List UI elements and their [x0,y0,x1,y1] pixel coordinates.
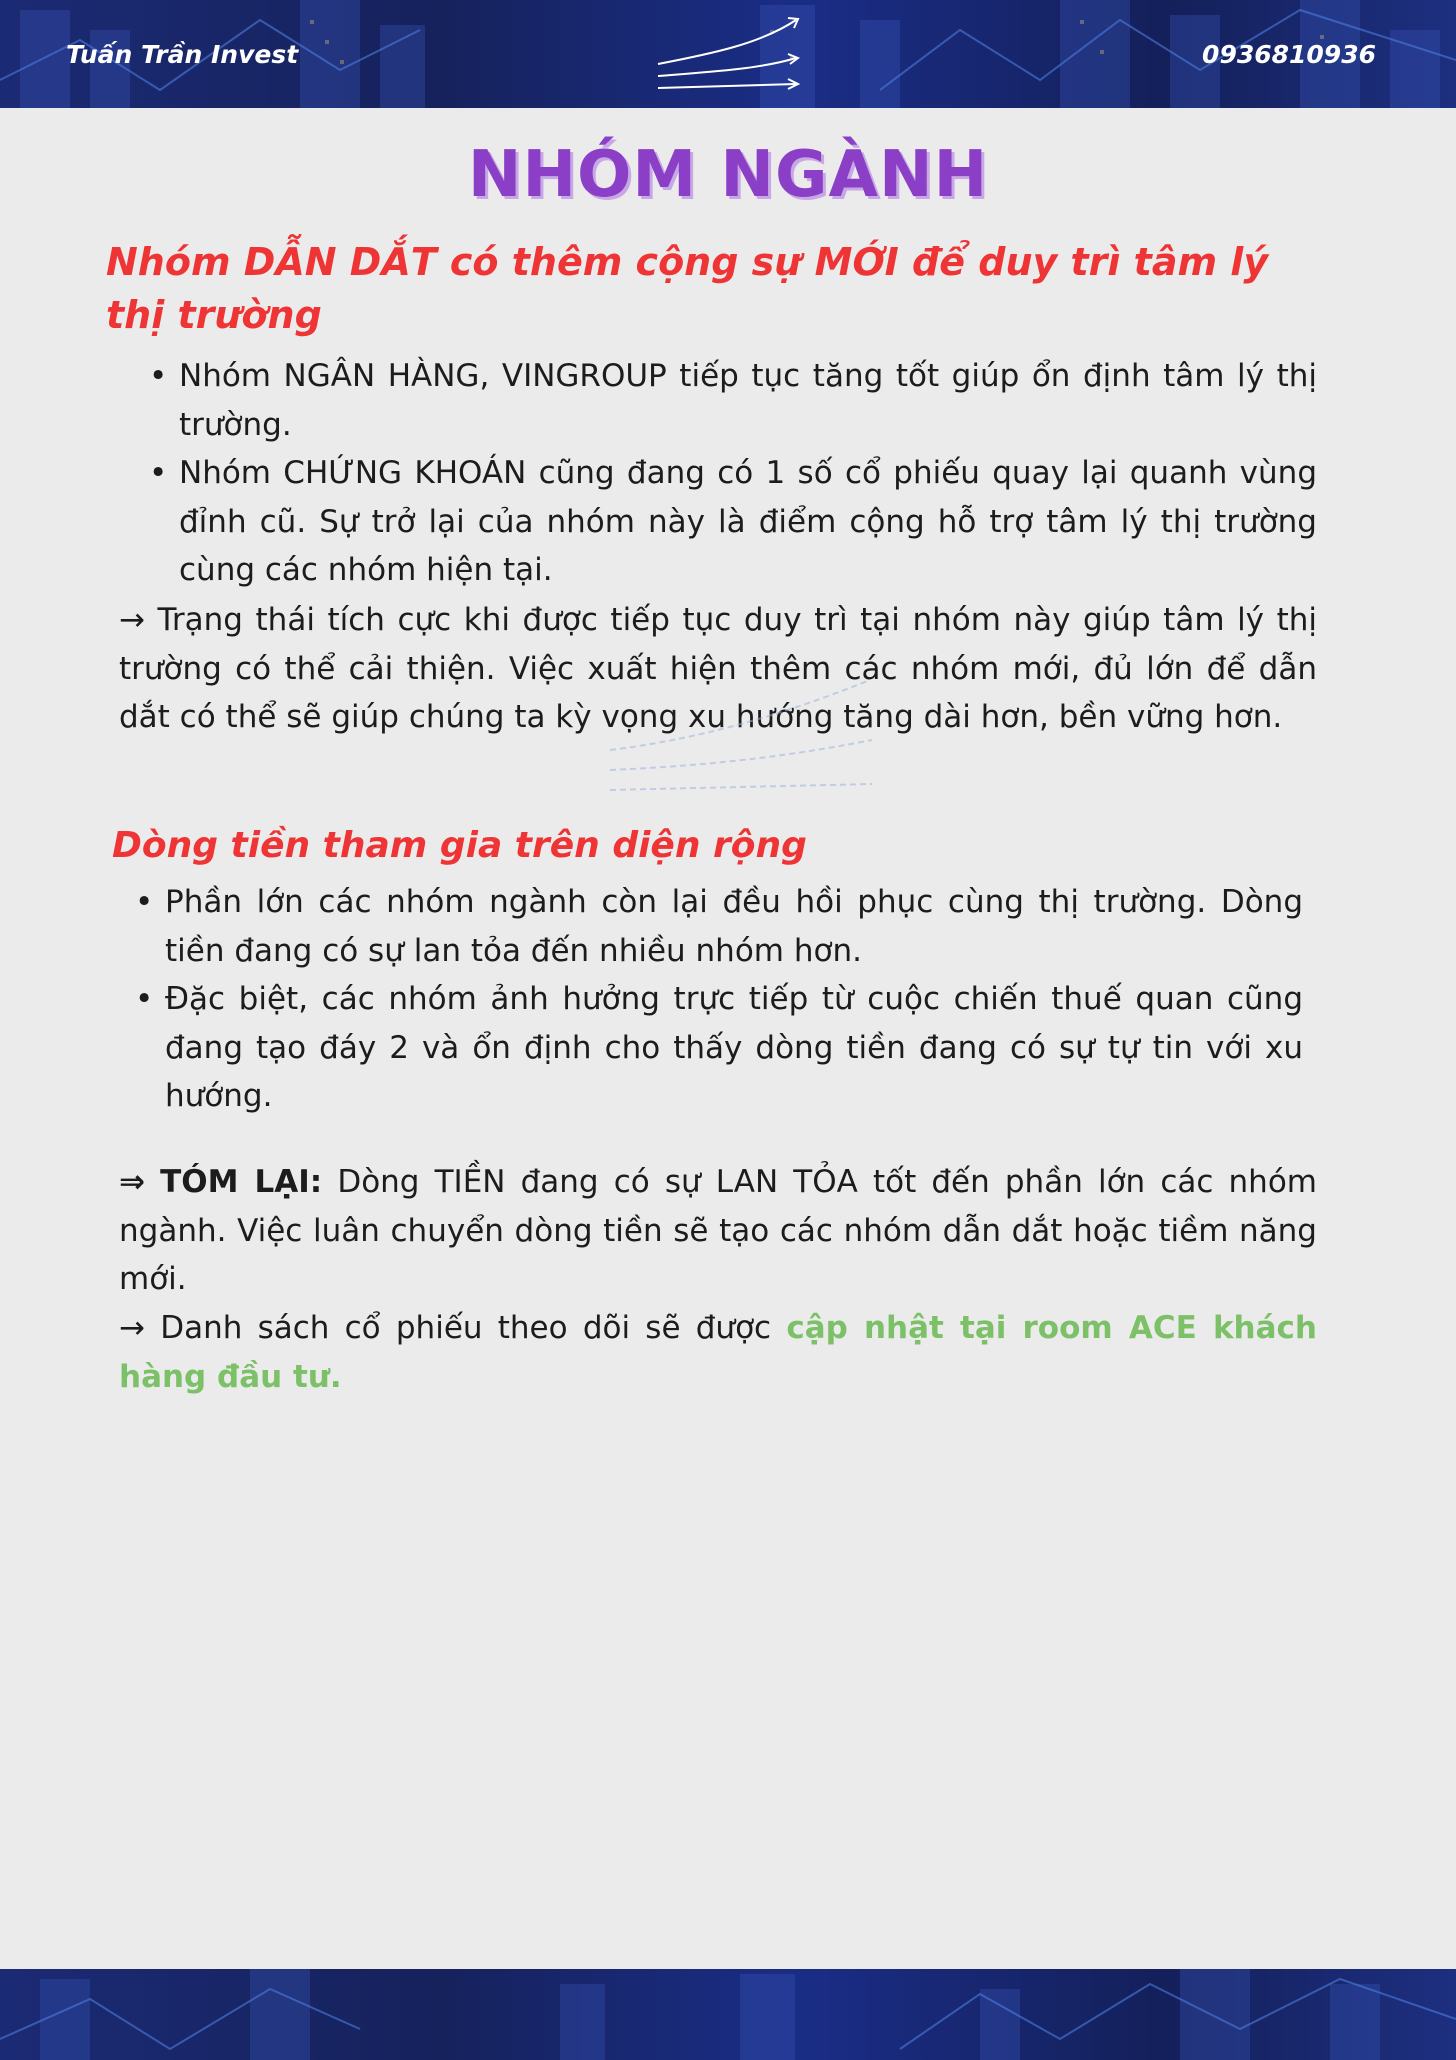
leaders-conclusion: → Trạng thái tích cực khi được tiếp tục duy trì tại nhóm này giúp tâm lý thị trường có thể cải thiện. Việc xuất hiện thêm các nhóm mới, đủ lớn để dẫn dắt có thể sẽ giúp chúng ta kỳ vọng xu hướng tăng dài hơn, bền vững hơn. [119,602,1317,736]
summary-paragraph [119,1158,1317,1304]
list-item: • Nhóm NGÂN HÀNG, VINGROUP tiếp tục tăng tốt giúp ổn định tâm lý thị trường. [179,352,1317,449]
trend-arrows-watermark-icon [600,660,900,810]
trend-arrows-icon [650,14,810,94]
summary-label: TÓM LẠI: [160,1164,323,1200]
summary-text: Dòng TIỀN đang có sự LAN TỎA tốt đến phần lớn các nhóm ngành. Việc luân chuyển dòng tiền sẽ tạo các nhóm dẫn dắt hoặc tiềm năng mới. [119,1164,1317,1298]
cashflow-bullet-list [165,878,1303,1121]
section-heading-leaders: Nhóm DẪN DẮT có thêm cộng sự MỚI để duy trì tâm lý thị trường [106,240,1269,337]
list-item: • Đặc biệt, các nhóm ảnh hưởng trực tiếp từ cuộc chiến thuế quan cũng đang tạo đáy 2 và ổn định cho thấy dòng tiền đang có sự tự tin với xu hướng. [165,975,1303,1121]
page-title: NHÓM NGÀNH [467,138,989,212]
list-item: • Nhóm CHỨNG KHOÁN cũng đang có 1 số cổ phiếu quay lại quanh vùng đỉnh cũ. Sự trở lại của nhóm này là điểm cộng hỗ trợ tâm lý thị trường cùng các nhóm hiện tại. [179,449,1317,595]
city-skyline-background [0,1969,1456,2060]
followup-highlight: cập nhật tại room ACE khách hàng đầu tư. [119,1310,1317,1395]
brand-name: Tuấn Trần Invest [66,40,299,69]
phone-number: 0936810936 [1202,40,1376,69]
summary-arrow-icon: ⇒ [119,1164,145,1200]
footer-banner [0,1969,1456,2060]
leaders-bullet-list [179,352,1317,595]
section-heading-cashflow: Dòng tiền tham gia trên diện rộng [112,825,807,866]
followup-prefix: → Danh sách cổ phiếu theo dõi sẽ được [119,1310,787,1346]
header-banner [0,0,1456,108]
list-item: • Phần lớn các nhóm ngành còn lại đều hồi phục cùng thị trường. Dòng tiền đang có sự lan tỏa đến nhiều nhóm hơn. [165,878,1303,975]
followup-paragraph [119,1304,1317,1401]
